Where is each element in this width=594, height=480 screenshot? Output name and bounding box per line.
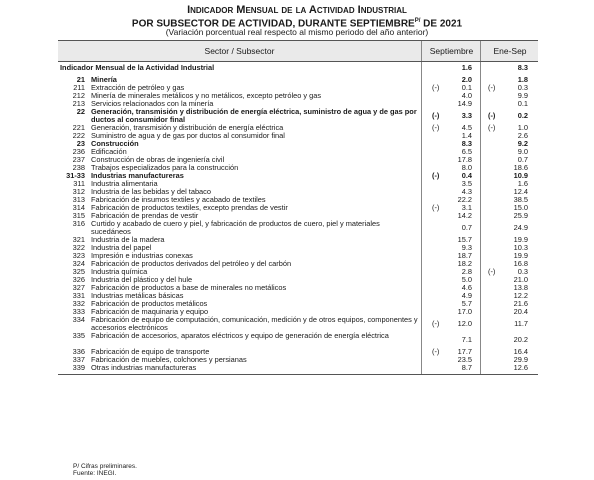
row-description: Minería: [91, 75, 117, 84]
row-description: Fabricación de maquinaria y equipo: [91, 307, 209, 316]
row-septiembre-value: 0.1: [461, 83, 472, 92]
header-septiembre: Septiembre: [421, 41, 481, 61]
row-code: 331: [72, 291, 85, 300]
row-description: Industria de las bebidas y del tabaco: [91, 187, 211, 196]
table-body: [58, 62, 538, 375]
row-description: Construcción: [91, 139, 139, 148]
row-code: 315: [72, 211, 85, 220]
row-code: 314: [72, 203, 85, 212]
subtitle-superscript: P/: [414, 18, 421, 24]
row-septiembre-value: 17.8: [457, 155, 472, 164]
row-code: 23: [76, 139, 85, 148]
row-septiembre-value: 0.4: [461, 171, 472, 180]
row-ene-sep-value: 21.6: [513, 299, 528, 308]
row-ene-sep-value: 0.3: [517, 83, 528, 92]
row-ene-sep-value: 12.4: [513, 187, 528, 196]
row-ene-sep-value: 38.5: [513, 195, 528, 204]
row-description: Fabricación de productos derivados del petróleo y del carbón: [91, 259, 292, 268]
row-code: 336: [72, 347, 85, 356]
row-ene-sep-value: 0.3: [517, 267, 528, 276]
row-septiembre-value: 4.6: [461, 283, 472, 292]
row-code: 237: [72, 155, 85, 164]
row-ene-sep-value: 12.6: [513, 363, 528, 372]
row-code: 322: [72, 243, 85, 252]
row-septiembre-value: 4.0: [461, 91, 472, 100]
row-code: 324: [72, 259, 85, 268]
row-code: 327: [72, 283, 85, 292]
row-septiembre-value: 12.0: [457, 319, 472, 328]
row-description: Edificación: [91, 147, 127, 156]
row-septiembre-sign: (-): [432, 123, 440, 132]
row-ene-sep-value: 19.9: [513, 251, 528, 260]
row-description: Construcción de obras de ingeniería civil: [91, 155, 225, 164]
row-ene-sep-value: 9.2: [517, 139, 528, 148]
row-ene-sep-value: 16.4: [513, 347, 528, 356]
row-septiembre-value: 15.7: [457, 235, 472, 244]
row-septiembre-sign: (-): [432, 319, 440, 328]
row-septiembre-sign: (-): [432, 83, 440, 92]
footnote-source: Fuente: INEGI.: [73, 470, 117, 477]
row-septiembre-value: 4.5: [461, 123, 472, 132]
row-septiembre-value: 8.7: [461, 363, 472, 372]
row-description: Fabricación de equipo de transporte: [91, 347, 210, 356]
row-description: Fabricación de accesorios, aparatos eléctricos y equipo de generación de energía eléctrica: [91, 331, 389, 340]
row-ene-sep-value: 12.2: [513, 291, 528, 300]
row-septiembre-value: 18.7: [457, 251, 472, 260]
subtitle-text: POR SUBSECTOR DE ACTIVIDAD, DURANTE SEPTIEMBRE: [131, 18, 415, 30]
row-code: 21: [76, 75, 85, 84]
row-ene-sep-value: 8.3: [517, 63, 528, 72]
row-code: 312: [72, 187, 85, 196]
row-ene-sep-value: 29.9: [513, 355, 528, 364]
report-title: Indicador Mensual de la Actividad Industrial: [187, 4, 407, 16]
row-code: 321: [72, 235, 85, 244]
row-code: 325: [72, 267, 85, 276]
row-septiembre-value: 23.5: [457, 355, 472, 364]
row-description: Fabricación de prendas de vestir: [91, 211, 199, 220]
row-description: Industria química: [91, 267, 148, 276]
row-description: Trabajos especializados para la construcción: [91, 163, 239, 172]
row-code: 326: [72, 275, 85, 284]
row-code: 316: [72, 219, 85, 228]
row-ene-sep-value: 0.1: [517, 99, 528, 108]
row-ene-sep-value: 1.8: [517, 75, 528, 84]
row-description: Industria del plástico y del hule: [91, 275, 193, 284]
row-code: 222: [72, 131, 85, 140]
row-septiembre-value: 5.0: [461, 275, 472, 284]
row-ene-sep-value: 19.9: [513, 235, 528, 244]
row-description: Impresión e industrias conexas: [91, 251, 193, 260]
row-septiembre-value: 1.4: [461, 131, 472, 140]
row-code: 334: [72, 315, 85, 324]
row-description: Fabricación de productos textiles, excepto prendas de vestir: [91, 203, 288, 212]
row-septiembre-sign: (-): [432, 171, 440, 180]
row-code: 311: [73, 179, 85, 188]
row-septiembre-value: 8.0: [461, 163, 472, 172]
row-ene-sep-value: 20.4: [513, 307, 528, 316]
table-row: [58, 108, 538, 124]
row-ene-sep-value: 2.6: [517, 131, 528, 140]
row-description: Suministro de agua y de gas por ductos al consumidor final: [91, 131, 285, 140]
row-ene-sep-value: 11.7: [514, 319, 528, 328]
row-ene-sep-value: 10.3: [513, 243, 528, 252]
row-septiembre-value: 2.8: [461, 267, 472, 276]
row-code: 31-33: [66, 171, 85, 180]
row-description: Fabricación de equipo de computación, comunicación, medición y de otros equipos, componentes y accesorios electrónicos: [91, 315, 418, 332]
row-septiembre-value: 14.2: [457, 211, 472, 220]
header-sector: Sector / Subsector: [204, 46, 275, 56]
table-row: [58, 332, 538, 348]
row-septiembre-value: 17.7: [457, 347, 472, 356]
row-description: Industrias metálicas básicas: [91, 291, 184, 300]
row-description: Otras industrias manufactureras: [91, 363, 197, 372]
row-code: 339: [72, 363, 85, 372]
footnote-preliminary: P/ Cifras preliminares.: [73, 463, 137, 470]
row-description: Indicador Mensual de la Actividad Industrial: [60, 63, 215, 72]
row-ene-sep-value: 9.9: [517, 91, 528, 100]
row-septiembre-value: 6.5: [461, 147, 472, 156]
row-code: 313: [72, 195, 85, 204]
row-ene-sep-value: 0.7: [517, 155, 528, 164]
row-code: 221: [72, 123, 85, 132]
row-septiembre-value: 3.3: [461, 111, 472, 120]
row-code: 212: [72, 91, 85, 100]
row-septiembre-value: 3.5: [461, 179, 472, 188]
row-ene-sep-value: 0.2: [517, 111, 528, 120]
row-ene-sep-sign: (-): [488, 267, 496, 276]
table-row: [58, 220, 538, 236]
row-septiembre-value: 9.3: [461, 243, 472, 252]
row-ene-sep-value: 21.0: [513, 275, 528, 284]
row-code: 332: [72, 299, 85, 308]
row-description: Industria alimentaria: [91, 179, 158, 188]
row-code: 211: [73, 83, 85, 92]
row-septiembre-value: 17.0: [457, 307, 472, 316]
row-description: Curtido y acabado de cuero y piel, y fabricación de productos de cuero, piel y materiales sucedáneos: [91, 219, 380, 236]
row-description: Industria de la madera: [91, 235, 165, 244]
row-ene-sep-value: 25.9: [513, 211, 528, 220]
row-septiembre-value: 2.0: [461, 75, 472, 84]
row-ene-sep-value: 18.6: [513, 163, 528, 172]
table-header: [58, 41, 538, 62]
data-table: [58, 40, 538, 375]
row-septiembre-value: 4.9: [461, 291, 472, 300]
report-caption: (Variación porcentual real respecto al mismo periodo del año anterior): [165, 27, 429, 37]
row-description: Servicios relacionados con la minería: [91, 99, 214, 108]
row-description: Extracción de petróleo y gas: [91, 83, 185, 92]
row-septiembre-value: 3.1: [461, 203, 472, 212]
row-ene-sep-value: 10.9: [513, 171, 528, 180]
row-code: 238: [72, 163, 85, 172]
row-ene-sep-sign: (-): [488, 111, 496, 120]
row-ene-sep-sign: (-): [488, 123, 496, 132]
header-ene-sep: Ene-Sep: [480, 41, 539, 61]
row-ene-sep-value: 24.9: [513, 223, 528, 232]
row-code: 236: [72, 147, 85, 156]
row-septiembre-sign: (-): [432, 111, 440, 120]
row-code: 337: [72, 355, 85, 364]
row-septiembre-value: 8.3: [461, 139, 472, 148]
row-code: 22: [76, 107, 85, 116]
row-description: Fabricación de insumos textiles y acabado de textiles: [91, 195, 266, 204]
row-code: 213: [72, 99, 85, 108]
row-septiembre-value: 5.7: [461, 299, 472, 308]
table-row: [58, 364, 538, 372]
table-row: [58, 64, 538, 72]
row-code: 333: [72, 307, 85, 316]
table-row: [58, 316, 538, 332]
row-ene-sep-sign: (-): [488, 83, 496, 92]
row-description: Fabricación de muebles, colchones y persianas: [91, 355, 247, 364]
row-septiembre-value: 0.7: [461, 223, 472, 232]
row-ene-sep-value: 13.8: [513, 283, 528, 292]
row-description: Industria del papel: [91, 243, 152, 252]
row-septiembre-value: 14.9: [457, 99, 472, 108]
row-description: Generación, transmisión y distribución de energía eléctrica, suministro de agua y de gas por ductos al consumidor final: [91, 107, 417, 124]
row-description: Generación, transmisión y distribución de energía eléctrica: [91, 123, 284, 132]
row-septiembre-value: 22.2: [457, 195, 472, 204]
row-description: Minería de minerales metálicos y no metálicos, excepto petróleo y gas: [91, 91, 322, 100]
row-ene-sep-value: 15.0: [513, 203, 528, 212]
row-ene-sep-value: 20.2: [513, 335, 528, 344]
row-description: Industrias manufactureras: [91, 171, 184, 180]
footnotes: [73, 463, 137, 477]
row-septiembre-value: 1.6: [461, 63, 472, 72]
row-septiembre-value: 4.3: [461, 187, 472, 196]
row-description: Fabricación de productos a base de minerales no metálicos: [91, 283, 287, 292]
subtitle-year: DE 2021: [420, 18, 463, 30]
row-description: Fabricación de productos metálicos: [91, 299, 208, 308]
row-ene-sep-value: 16.8: [513, 259, 528, 268]
row-code: 323: [72, 251, 85, 260]
row-septiembre-sign: (-): [432, 347, 440, 356]
row-ene-sep-value: 1.0: [517, 123, 528, 132]
row-code: 335: [72, 331, 85, 340]
row-septiembre-sign: (-): [432, 203, 440, 212]
row-ene-sep-value: 9.0: [517, 147, 528, 156]
row-septiembre-value: 7.1: [461, 335, 472, 344]
row-septiembre-value: 18.2: [457, 259, 472, 268]
row-ene-sep-value: 1.6: [517, 179, 528, 188]
